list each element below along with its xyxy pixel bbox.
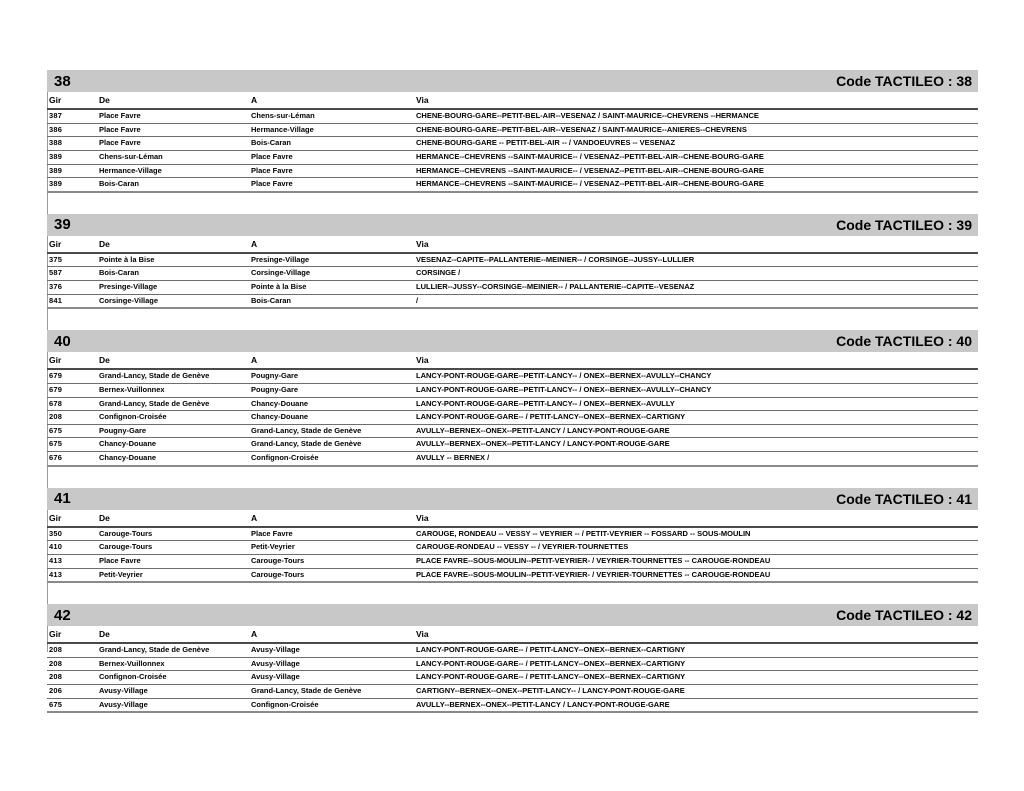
cell-gir: 679 — [47, 369, 97, 383]
section-number: 38 — [54, 72, 71, 90]
cell-via: LANCY-PONT-ROUGE-GARE--PETIT-LANCY-- / ONEX--BERNEX--AVULLY — [414, 397, 978, 411]
cell-de: Grand-Lancy, Stade de Genève — [97, 643, 249, 657]
cell-gir: 675 — [47, 438, 97, 452]
sections-container — [47, 70, 978, 734]
cell-via: LANCY-PONT-ROUGE-GARE-- / PETIT-LANCY--ONEX--BERNEX--CARTIGNY — [414, 643, 978, 657]
table-row — [47, 164, 978, 178]
cell-via: CHENE-BOURG-GARE -- PETIT-BEL-AIR -- / VANDOEUVRES -- VESENAZ — [414, 137, 978, 151]
column-header-de: De — [97, 238, 249, 253]
table-header-row — [47, 354, 978, 369]
cell-gir: 208 — [47, 643, 97, 657]
cell-via: AVULLY--BERNEX--ONEX--PETIT-LANCY / LANCY-PONT-ROUGE-GARE — [414, 438, 978, 452]
cell-a: Avusy-Village — [249, 657, 414, 671]
cell-via: CHENE-BOURG-GARE--PETIT-BEL-AIR--VESENAZ / SAINT-MAURICE--ANIERES--CHEVRENS — [414, 123, 978, 137]
section-number: 39 — [54, 216, 71, 234]
column-header-via: Via — [414, 628, 978, 643]
cell-de: Petit-Veyrier — [97, 568, 249, 582]
section-number: 42 — [54, 606, 71, 624]
cell-a: Chancy-Douane — [249, 411, 414, 425]
cell-de: Confignon-Croisée — [97, 411, 249, 425]
section-tactileo-code: Code TACTILEO : 38 — [836, 73, 972, 89]
cell-gir: 208 — [47, 657, 97, 671]
cell-via: HERMANCE--CHEVRENS --SAINT-MAURICE-- / VESENAZ--PETIT-BEL-AIR--CHENE-BOURG-GARE — [414, 164, 978, 178]
cell-via: LANCY-PONT-ROUGE-GARE--PETIT-LANCY-- / ONEX--BERNEX--AVULLY--CHANCY — [414, 369, 978, 383]
table-header-row — [47, 512, 978, 527]
cell-via: CORSINGE / — [414, 267, 978, 281]
route-section — [47, 214, 978, 310]
cell-a: Avusy-Village — [249, 643, 414, 657]
cell-via: HERMANCE--CHEVRENS --SAINT-MAURICE-- / VESENAZ--PETIT-BEL-AIR--CHENE-BOURG-GARE — [414, 150, 978, 164]
table-row — [47, 109, 978, 123]
cell-via: CAROUGE, RONDEAU -- VESSY -- VEYRIER -- / PETIT-VEYRIER -- FOSSARD -- SOUS-MOULIN — [414, 527, 978, 541]
table-row — [47, 671, 978, 685]
cell-gir: 388 — [47, 137, 97, 151]
routes-table — [47, 94, 978, 193]
cell-gir: 679 — [47, 383, 97, 397]
cell-via: AVULLY -- BERNEX / — [414, 452, 978, 466]
cell-a: Presinge-Village — [249, 253, 414, 267]
cell-a: Grand-Lancy, Stade de Genève — [249, 685, 414, 699]
cell-de: Carouge-Tours — [97, 541, 249, 555]
cell-gir: 389 — [47, 178, 97, 192]
cell-via: PLACE FAVRE--SOUS-MOULIN--PETIT-VEYRIER- / VEYRIER-TOURNETTES -- CAROUGE-RONDEAU — [414, 568, 978, 582]
table-row — [47, 657, 978, 671]
cell-a: Place Favre — [249, 150, 414, 164]
column-header-via: Via — [414, 94, 978, 109]
cell-a: Chens-sur-Léman — [249, 109, 414, 123]
column-header-a: A — [249, 512, 414, 527]
cell-via: VESENAZ--CAPITE--PALLANTERIE--MEINIER-- / CORSINGE--JUSSY--LULLIER — [414, 253, 978, 267]
table-row — [47, 452, 978, 466]
table-header-row — [47, 628, 978, 643]
cell-gir: 387 — [47, 109, 97, 123]
table-row — [47, 397, 978, 411]
column-header-gir: Gir — [47, 354, 97, 369]
table-row — [47, 411, 978, 425]
cell-via: LANCY-PONT-ROUGE-GARE--PETIT-LANCY-- / ONEX--BERNEX--AVULLY--CHANCY — [414, 383, 978, 397]
cell-gir: 676 — [47, 452, 97, 466]
cell-gir: 376 — [47, 281, 97, 295]
table-header-row — [47, 94, 978, 109]
route-section — [47, 70, 978, 193]
cell-a: Pointe à la Bise — [249, 281, 414, 295]
column-header-via: Via — [414, 354, 978, 369]
cell-de: Chens-sur-Léman — [97, 150, 249, 164]
cell-de: Avusy-Village — [97, 698, 249, 712]
cell-gir: 389 — [47, 164, 97, 178]
column-header-gir: Gir — [47, 628, 97, 643]
column-header-gir: Gir — [47, 238, 97, 253]
column-header-gir: Gir — [47, 94, 97, 109]
column-header-a: A — [249, 354, 414, 369]
cell-a: Place Favre — [249, 164, 414, 178]
section-tactileo-code: Code TACTILEO : 41 — [836, 490, 972, 507]
section-header — [47, 70, 978, 92]
cell-via: HERMANCE--CHEVRENS --SAINT-MAURICE-- / VESENAZ--PETIT-BEL-AIR--CHENE-BOURG-GARE — [414, 178, 978, 192]
cell-gir: 350 — [47, 527, 97, 541]
cell-a: Grand-Lancy, Stade de Genève — [249, 438, 414, 452]
column-header-de: De — [97, 94, 249, 109]
cell-a: Chancy-Douane — [249, 397, 414, 411]
cell-de: Carouge-Tours — [97, 527, 249, 541]
cell-de: Place Favre — [97, 137, 249, 151]
section-tactileo-code: Code TACTILEO : 40 — [836, 333, 972, 350]
table-row — [47, 685, 978, 699]
cell-a: Carouge-Tours — [249, 568, 414, 582]
cell-de: Bernex-Vuillonnex — [97, 383, 249, 397]
cell-de: Place Favre — [97, 123, 249, 137]
routes-table — [47, 238, 978, 310]
cell-a: Petit-Veyrier — [249, 541, 414, 555]
table-header-row — [47, 238, 978, 253]
cell-a: Carouge-Tours — [249, 554, 414, 568]
table-row — [47, 369, 978, 383]
cell-via: LANCY-PONT-ROUGE-GARE-- / PETIT-LANCY--ONEX--BERNEX--CARTIGNY — [414, 411, 978, 425]
cell-gir: 389 — [47, 150, 97, 164]
table-row — [47, 554, 978, 568]
cell-via: / — [414, 294, 978, 308]
routes-table — [47, 354, 978, 466]
route-section — [47, 604, 978, 713]
cell-a: Bois-Caran — [249, 294, 414, 308]
section-tactileo-code: Code TACTILEO : 39 — [836, 216, 972, 233]
cell-via: CARTIGNY--BERNEX--ONEX--PETIT-LANCY-- / LANCY-PONT-ROUGE-GARE — [414, 685, 978, 699]
column-header-gir: Gir — [47, 512, 97, 527]
cell-a: Hermance-Village — [249, 123, 414, 137]
cell-via: CAROUGE-RONDEAU -- VESSY -- / VEYRIER-TOURNETTES — [414, 541, 978, 555]
cell-a: Grand-Lancy, Stade de Genève — [249, 424, 414, 438]
cell-via: LANCY-PONT-ROUGE-GARE-- / PETIT-LANCY--ONEX--BERNEX--CARTIGNY — [414, 671, 978, 685]
cell-gir: 675 — [47, 698, 97, 712]
table-row — [47, 568, 978, 582]
route-section — [47, 330, 978, 466]
section-header — [47, 488, 978, 510]
cell-via: LANCY-PONT-ROUGE-GARE-- / PETIT-LANCY--ONEX--BERNEX--CARTIGNY — [414, 657, 978, 671]
cell-a: Place Favre — [249, 527, 414, 541]
cell-gir: 386 — [47, 123, 97, 137]
cell-de: Place Favre — [97, 109, 249, 123]
cell-de: Place Favre — [97, 554, 249, 568]
cell-gir: 208 — [47, 411, 97, 425]
cell-gir: 208 — [47, 671, 97, 685]
column-header-via: Via — [414, 512, 978, 527]
cell-gir: 413 — [47, 568, 97, 582]
table-row — [47, 383, 978, 397]
route-section — [47, 488, 978, 584]
cell-de: Corsinge-Village — [97, 294, 249, 308]
table-row — [47, 178, 978, 192]
cell-de: Chancy-Douane — [97, 438, 249, 452]
cell-de: Pointe à la Bise — [97, 253, 249, 267]
cell-de: Hermance-Village — [97, 164, 249, 178]
routes-table — [47, 512, 978, 584]
column-header-a: A — [249, 238, 414, 253]
section-tactileo-code: Code TACTILEO : 42 — [836, 607, 972, 624]
routes-table — [47, 628, 978, 713]
table-row — [47, 294, 978, 308]
table-row — [47, 123, 978, 137]
column-header-a: A — [249, 94, 414, 109]
column-header-de: De — [97, 354, 249, 369]
column-header-de: De — [97, 512, 249, 527]
table-row — [47, 267, 978, 281]
table-row — [47, 281, 978, 295]
cell-a: Pougny-Gare — [249, 383, 414, 397]
cell-de: Bernex-Vuillonnex — [97, 657, 249, 671]
cell-gir: 587 — [47, 267, 97, 281]
column-header-via: Via — [414, 238, 978, 253]
cell-gir: 841 — [47, 294, 97, 308]
table-row — [47, 698, 978, 712]
table-row — [47, 643, 978, 657]
table-row — [47, 527, 978, 541]
cell-de: Presinge-Village — [97, 281, 249, 295]
table-row — [47, 150, 978, 164]
column-header-a: A — [249, 628, 414, 643]
cell-a: Avusy-Village — [249, 671, 414, 685]
cell-a: Pougny-Gare — [249, 369, 414, 383]
cell-a: Corsinge-Village — [249, 267, 414, 281]
section-number: 40 — [54, 332, 71, 350]
section-number: 41 — [54, 490, 71, 508]
cell-via: AVULLY--BERNEX--ONEX--PETIT-LANCY / LANCY-PONT-ROUGE-GARE — [414, 698, 978, 712]
table-row — [47, 541, 978, 555]
cell-gir: 375 — [47, 253, 97, 267]
cell-via: LULLIER--JUSSY--CORSINGE--MEINIER-- / PALLANTERIE--CAPITE--VESENAZ — [414, 281, 978, 295]
cell-via: PLACE FAVRE--SOUS-MOULIN--PETIT-VEYRIER- / VEYRIER-TOURNETTES -- CAROUGE-RONDEAU — [414, 554, 978, 568]
column-header-de: De — [97, 628, 249, 643]
cell-de: Chancy-Douane — [97, 452, 249, 466]
cell-gir: 410 — [47, 541, 97, 555]
cell-a: Place Favre — [249, 178, 414, 192]
cell-gir: 678 — [47, 397, 97, 411]
cell-a: Confignon-Croisée — [249, 698, 414, 712]
table-row — [47, 253, 978, 267]
cell-gir: 206 — [47, 685, 97, 699]
cell-de: Bois-Caran — [97, 178, 249, 192]
cell-de: Grand-Lancy, Stade de Genève — [97, 397, 249, 411]
cell-via: CHENE-BOURG-GARE--PETIT-BEL-AIR--VESENAZ / SAINT-MAURICE--CHEVRENS --HERMANCE — [414, 109, 978, 123]
cell-de: Pougny-Gare — [97, 424, 249, 438]
section-header — [47, 604, 978, 626]
cell-via: AVULLY--BERNEX--ONEX--PETIT-LANCY / LANCY-PONT-ROUGE-GARE — [414, 424, 978, 438]
cell-de: Bois-Caran — [97, 267, 249, 281]
cell-de: Confignon-Croisée — [97, 671, 249, 685]
cell-de: Grand-Lancy, Stade de Genève — [97, 369, 249, 383]
section-header — [47, 214, 978, 236]
cell-de: Avusy-Village — [97, 685, 249, 699]
table-row — [47, 424, 978, 438]
table-row — [47, 137, 978, 151]
cell-gir: 675 — [47, 424, 97, 438]
cell-a: Confignon-Croisée — [249, 452, 414, 466]
cell-gir: 413 — [47, 554, 97, 568]
section-header — [47, 330, 978, 352]
cell-a: Bois-Caran — [249, 137, 414, 151]
table-row — [47, 438, 978, 452]
